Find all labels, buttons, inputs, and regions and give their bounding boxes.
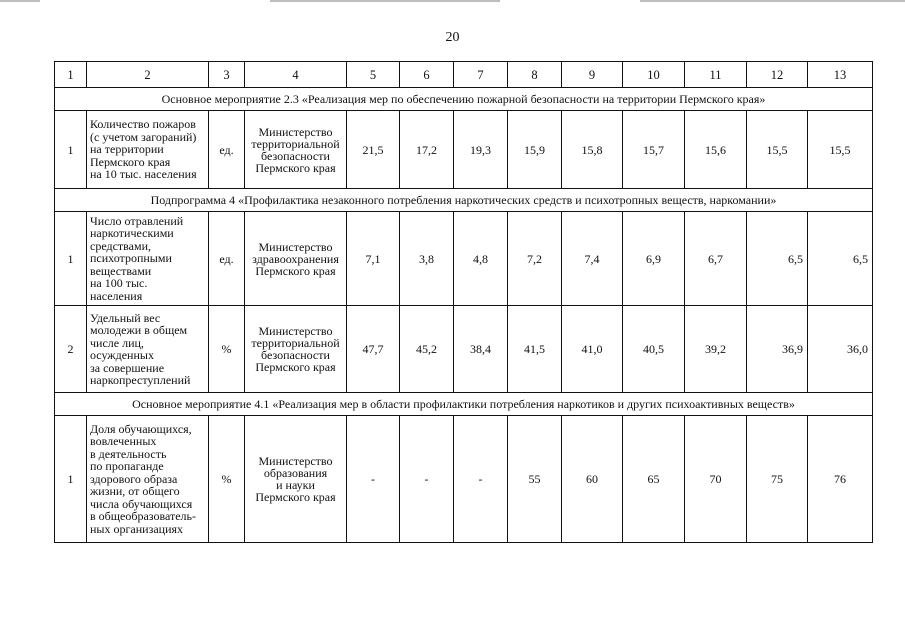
value-cell: 65 (623, 416, 685, 543)
table-row (55, 212, 873, 306)
indicator-name: Количество пожаров (с учетом загораний) на территории Пермского края на 10 тыс. населения (87, 111, 209, 189)
scan-edge-mark (0, 0, 40, 2)
column-number: 7 (454, 62, 508, 88)
value-cell: 21,5 (347, 111, 400, 189)
section-title: Подпрограмма 4 «Профилактика незаконного потребления наркотических средств и психотропных веществ, наркомании» (55, 189, 873, 212)
column-number: 10 (623, 62, 685, 88)
section-title: Основное мероприятие 4.1 «Реализация мер в области профилактики потребления наркотиков и других психоактивных веществ» (55, 393, 873, 416)
section-row (55, 189, 873, 212)
value-cell: 75 (747, 416, 808, 543)
section-title: Основное мероприятие 2.3 «Реализация мер по обеспечению пожарной безопасности на территории Пермского края» (55, 88, 873, 111)
column-number: 12 (747, 62, 808, 88)
unit: % (209, 306, 245, 393)
value-cell: 6,5 (747, 212, 808, 306)
value-cell: 15,5 (747, 111, 808, 189)
value-cell: - (347, 416, 400, 543)
value-cell: 41,5 (508, 306, 562, 393)
column-numbers-row (55, 62, 873, 88)
value-cell: 7,1 (347, 212, 400, 306)
unit: ед. (209, 212, 245, 306)
value-cell: 41,0 (562, 306, 623, 393)
value-cell: 15,7 (623, 111, 685, 189)
responsible-ministry: Министерство территориальной безопасности Пермского края (245, 306, 347, 393)
value-cell: 38,4 (454, 306, 508, 393)
value-cell: 39,2 (685, 306, 747, 393)
responsible-ministry: Министерство здравоохранения Пермского края (245, 212, 347, 306)
value-cell: 40,5 (623, 306, 685, 393)
unit: ед. (209, 111, 245, 189)
value-cell: 6,7 (685, 212, 747, 306)
column-number: 6 (400, 62, 454, 88)
value-cell: 55 (508, 416, 562, 543)
value-cell: 60 (562, 416, 623, 543)
value-cell: 3,8 (400, 212, 454, 306)
value-cell: 6,9 (623, 212, 685, 306)
indicator-name: Удельный вес молодежи в общем числе лиц, осужденных за совершение наркопреступлений (87, 306, 209, 393)
row-number: 1 (55, 212, 87, 306)
column-number: 4 (245, 62, 347, 88)
value-cell: 36,9 (747, 306, 808, 393)
value-cell: 15,8 (562, 111, 623, 189)
scan-edge-mark (640, 0, 905, 2)
row-number: 1 (55, 111, 87, 189)
value-cell: 70 (685, 416, 747, 543)
value-cell: 47,7 (347, 306, 400, 393)
value-cell: 7,4 (562, 212, 623, 306)
value-cell: 45,2 (400, 306, 454, 393)
value-cell: 76 (808, 416, 873, 543)
value-cell: 15,9 (508, 111, 562, 189)
indicator-name: Число отравлений наркотическими средствами, психотропными веществами на 100 тыс. населения (87, 212, 209, 306)
column-number: 2 (87, 62, 209, 88)
section-row (55, 88, 873, 111)
unit: % (209, 416, 245, 543)
responsible-ministry: Министерство образования и науки Пермского края (245, 416, 347, 543)
column-number: 5 (347, 62, 400, 88)
value-cell: 4,8 (454, 212, 508, 306)
value-cell: 15,5 (808, 111, 873, 189)
indicators-table (54, 61, 873, 543)
column-number: 9 (562, 62, 623, 88)
indicator-name: Доля обучающихся, вовлеченных в деятельность по пропаганде здорового образа жизни, от общего числа обучающихся в общеобразователь- ных организациях (87, 416, 209, 543)
scan-edge-mark (270, 0, 500, 2)
column-number: 8 (508, 62, 562, 88)
table-row (55, 416, 873, 543)
responsible-ministry: Министерство территориальной безопасности Пермского края (245, 111, 347, 189)
value-cell: 15,6 (685, 111, 747, 189)
value-cell: 6,5 (808, 212, 873, 306)
table-row (55, 111, 873, 189)
column-number: 11 (685, 62, 747, 88)
column-number: 3 (209, 62, 245, 88)
section-row (55, 393, 873, 416)
page-number: 20 (445, 30, 460, 45)
table-row (55, 306, 873, 393)
row-number: 2 (55, 306, 87, 393)
value-cell: 17,2 (400, 111, 454, 189)
column-number: 1 (55, 62, 87, 88)
value-cell: 19,3 (454, 111, 508, 189)
value-cell: - (454, 416, 508, 543)
column-number: 13 (808, 62, 873, 88)
value-cell: 36,0 (808, 306, 873, 393)
value-cell: - (400, 416, 454, 543)
row-number: 1 (55, 416, 87, 543)
value-cell: 7,2 (508, 212, 562, 306)
